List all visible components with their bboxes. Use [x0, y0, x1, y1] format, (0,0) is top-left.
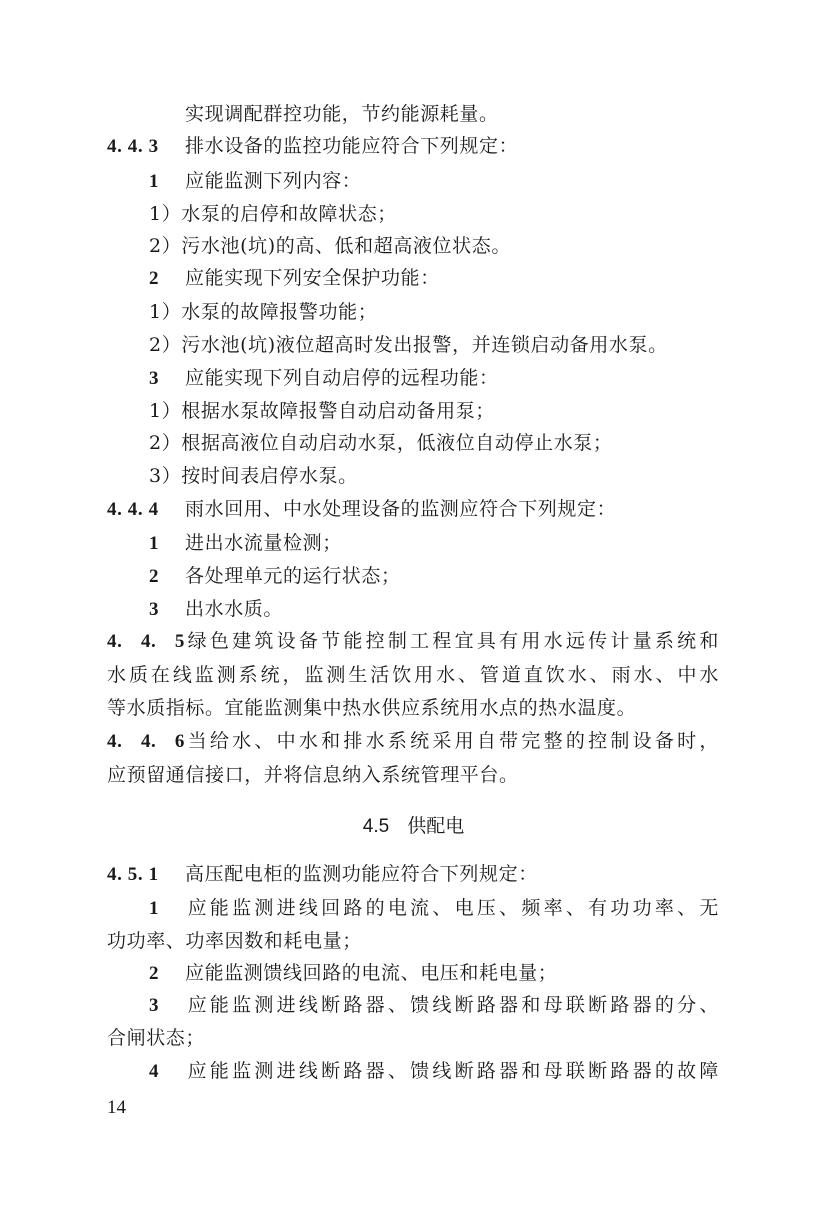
paragraph-line [107, 759, 719, 791]
sub-item [107, 395, 761, 427]
paragraph-line [107, 659, 719, 691]
item-text: 功功率、功率因数和耗电量； [107, 930, 362, 952]
list-item [107, 165, 761, 197]
clause-number: 4. 4. 6 [107, 731, 185, 752]
section-heading [0, 810, 827, 842]
sub-item [107, 296, 761, 328]
item-text: 应能监测进线回路的电流、电压、频率、有功功率、无 [185, 897, 719, 919]
page-number: 14 [107, 1097, 126, 1118]
item-text: 2）污水池(坑)的高、低和超高液位状态。 [149, 235, 511, 257]
list-item [107, 989, 719, 1021]
list-item [107, 1055, 719, 1087]
item-text: 各处理单元的运行状态； [185, 565, 401, 587]
list-item [107, 362, 761, 394]
clause-text: 排水设备的监控功能应符合下列规定： [185, 135, 519, 157]
item-text: 1）水泵的故障报警功能； [149, 301, 378, 323]
sub-item [107, 329, 761, 361]
text: 实现调配群控功能，节约能源耗量。 [185, 103, 499, 125]
sub-item [107, 427, 761, 459]
item-text: 3）按时间表启停水泵。 [149, 465, 358, 487]
clause-number: 4. 4. 4 [107, 499, 159, 520]
clause-number: 4. 5. 1 [107, 864, 159, 885]
item-number: 2 [149, 268, 160, 289]
item-text: 应能监测进线断路器、馈线断路器和母联断路器的故障 [185, 1060, 719, 1082]
item-number: 1 [149, 533, 160, 554]
item-text: 2）根据高液位自动启动水泵，低液位自动停止水泵； [149, 432, 613, 454]
item-text: 2）污水池(坑)液位超高时发出报警，并连锁启动备用水泵。 [149, 334, 668, 356]
item-number: 3 [149, 368, 160, 389]
sub-item [107, 460, 761, 492]
item-text: 进出水流量检测； [185, 532, 342, 554]
paragraph-line [107, 1022, 719, 1054]
item-number: 3 [149, 995, 160, 1016]
item-text: 应能实现下列安全保护功能： [185, 267, 440, 289]
item-number: 4 [149, 1061, 160, 1082]
clause-text: 雨水回用、中水处理设备的监测应符合下列规定： [185, 498, 617, 520]
sub-item [107, 198, 761, 230]
list-item [107, 262, 761, 294]
clause-4-4-3 [107, 130, 719, 162]
item-number: 3 [149, 599, 160, 620]
item-text: 应能监测进线断路器、馈线断路器和母联断路器的分、 [185, 994, 719, 1016]
sub-item [107, 230, 761, 262]
item-text: 合闸状态； [107, 1027, 206, 1049]
paragraph-line [107, 925, 719, 957]
list-item [107, 560, 761, 592]
clause-4-5-1 [107, 858, 719, 890]
clause-text: 绿色建筑设备节能控制工程宜具有用水远传计量系统和 [185, 630, 719, 652]
paragraph-line [107, 692, 719, 724]
clause-4-4-6 [107, 725, 719, 757]
item-number: 1 [149, 171, 160, 192]
clause-text: 等水质指标。宜能监测集中热水供应系统用水点的热水温度。 [107, 697, 637, 719]
list-item [107, 892, 719, 924]
clause-4-4-5 [107, 625, 719, 657]
item-text: 应能监测下列内容： [185, 170, 362, 192]
clause-number: 4. 4. 5 [107, 631, 185, 652]
paragraph-line [107, 98, 797, 130]
clause-text: 高压配电柜的监测功能应符合下列规定： [185, 863, 538, 885]
clause-number: 4. 4. 3 [107, 136, 159, 157]
section-number: 4.5 [362, 816, 390, 837]
item-number: 2 [149, 963, 160, 984]
list-item [107, 527, 761, 559]
item-text: 1）根据水泵故障报警自动启动备用泵； [149, 400, 495, 422]
list-item [107, 593, 761, 625]
item-number: 1 [149, 898, 160, 919]
section-title: 供配电 [407, 815, 465, 837]
clause-4-4-4 [107, 493, 719, 525]
list-item [107, 957, 761, 989]
clause-text: 当给水、中水和排水系统采用自带完整的控制设备时， [185, 730, 719, 752]
item-number: 2 [149, 566, 160, 587]
item-text: 1）水泵的启停和故障状态； [149, 203, 397, 225]
clause-text: 应预留通信接口，并将信息纳入系统管理平台。 [107, 764, 519, 786]
item-text: 应能实现下列自动启停的远程功能： [185, 367, 499, 389]
item-text: 出水水质。 [185, 598, 284, 620]
item-text: 应能监测馈线回路的电流、电压和耗电量； [185, 962, 558, 984]
clause-text: 水质在线监测系统，监测生活饮用水、管道直饮水、雨水、中水 [107, 664, 719, 686]
